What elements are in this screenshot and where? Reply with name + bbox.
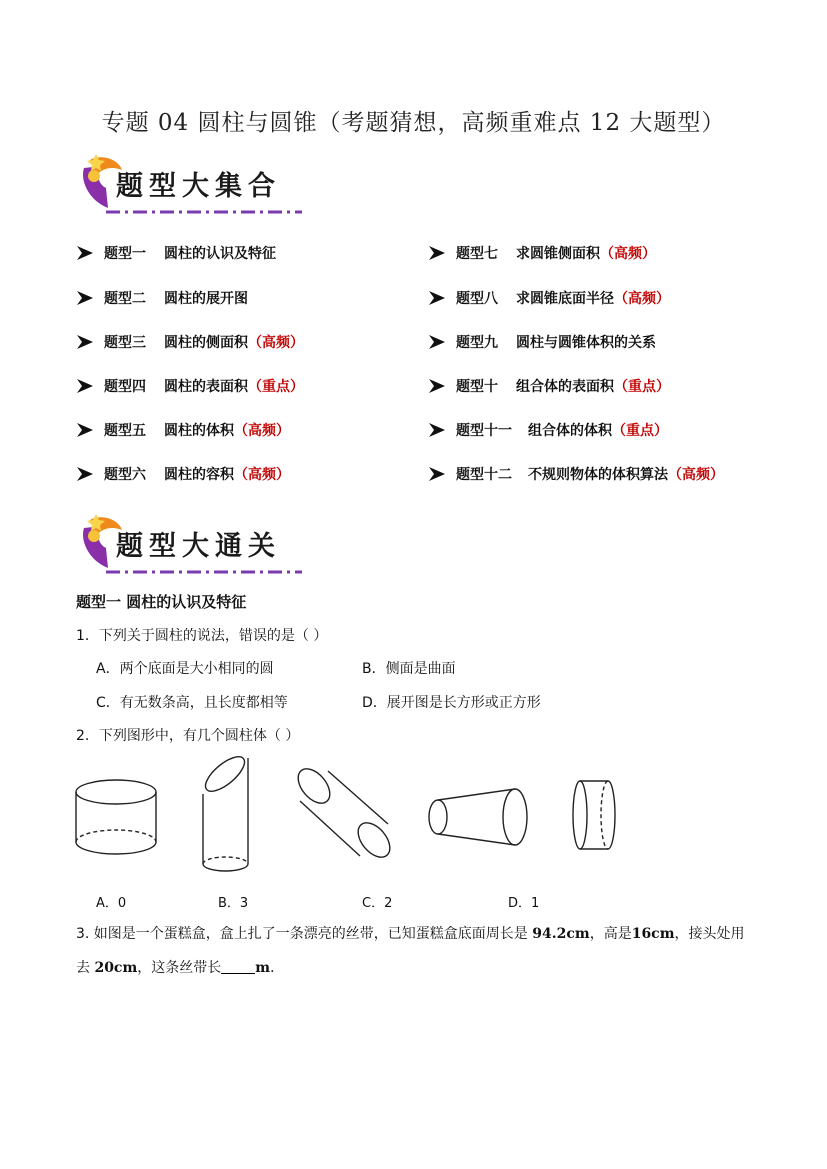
toc-item[interactable]: [428, 420, 668, 440]
toc-label: 圆柱的侧面积: [164, 335, 248, 351]
figure-slanted-cylinder: [200, 752, 250, 871]
question-3-line-2: [76, 957, 284, 977]
figure-cylinder-upright: [76, 780, 156, 854]
answer-blank[interactable]: [221, 959, 255, 974]
toc-label: 圆柱的认识及特征: [164, 246, 276, 262]
cylinder-figures: [70, 752, 670, 872]
toc-number: 题型一: [104, 246, 146, 262]
question-1-option-d[interactable]: D．展开图是长方形或正方形: [362, 695, 541, 711]
toc-number: 题型六: [104, 467, 146, 483]
toc-label: 求圆锥底面半径: [516, 291, 614, 307]
answer-unit: m: [255, 960, 271, 976]
arrow-bullet-icon: [76, 422, 94, 438]
toc-number: 题型四: [104, 379, 146, 395]
toc-label: 组合体的表面积: [516, 379, 614, 395]
banner-title: 题型大集合: [116, 171, 281, 202]
toc-number: 题型七: [456, 246, 498, 262]
toc-tag: （高频）: [600, 246, 656, 262]
question-3-text: ．: [270, 960, 285, 976]
banner-type-practice: [76, 510, 306, 580]
toc-item[interactable]: [76, 243, 276, 263]
toc-label: 圆柱的容积: [164, 467, 234, 483]
question-3-text: ，这条丝带长: [137, 960, 222, 976]
toc-tag: （重点）: [614, 379, 670, 395]
toc-tag: （重点）: [612, 423, 668, 439]
toc-number: 题型五: [104, 423, 146, 439]
question-3-text: ，高是: [589, 926, 632, 942]
arrow-bullet-icon: [76, 334, 94, 350]
question-3-text: 去: [76, 960, 95, 976]
arrow-bullet-icon: [428, 290, 446, 306]
toc-label: 不规则物体的体积算法: [528, 467, 668, 483]
toc-tag: （重点）: [248, 379, 304, 395]
question-2-option-b[interactable]: B．3: [218, 896, 249, 911]
page-title: 专题 04 圆柱与圆锥（考题猜想，高频重难点 12 大题型）: [101, 110, 726, 136]
banner-title: 题型大通关: [116, 531, 281, 562]
section-heading: 题型一 圆柱的认识及特征: [76, 593, 247, 611]
toc-tag: （高频）: [248, 335, 304, 351]
question-2-option-a[interactable]: A．0: [96, 896, 127, 911]
perimeter-value: 94.2cm: [532, 926, 590, 942]
arrow-bullet-icon: [428, 334, 446, 350]
toc-item[interactable]: [428, 243, 656, 263]
height-value: 16cm: [631, 926, 675, 942]
toc-item[interactable]: [428, 464, 724, 484]
toc-number: 题型十一: [456, 423, 512, 439]
arrow-bullet-icon: [76, 378, 94, 394]
toc-label: 圆柱的体积: [164, 423, 234, 439]
toc-label: 组合体的体积: [528, 423, 612, 439]
question-1-stem: 1．下列关于圆柱的说法，错误的是（ ）: [76, 628, 328, 644]
banner-type-collection: [76, 150, 306, 220]
toc-tag: （高频）: [668, 467, 724, 483]
question-3-text: ，接头处用: [674, 926, 745, 942]
figure-short-cylinder: [573, 781, 615, 849]
toc-item[interactable]: [76, 464, 290, 484]
question-1-option-a[interactable]: A．两个底面是大小相同的圆: [96, 661, 274, 677]
toc-number: 题型八: [456, 291, 498, 307]
question-3-line-1: [76, 923, 756, 943]
knot-length-value: 20cm: [94, 960, 138, 976]
question-2-stem: 2．下列图形中，有几个圆柱体（ ）: [76, 728, 300, 744]
question-1-option-b[interactable]: B．侧面是曲面: [362, 661, 456, 677]
arrow-bullet-icon: [76, 245, 94, 261]
toc-number: 题型三: [104, 335, 146, 351]
arrow-bullet-icon: [428, 245, 446, 261]
arrow-bullet-icon: [428, 422, 446, 438]
toc-tag: （高频）: [234, 423, 290, 439]
arrow-bullet-icon: [428, 378, 446, 394]
arrow-bullet-icon: [76, 466, 94, 482]
toc-item[interactable]: [76, 420, 290, 440]
question-2-option-d[interactable]: D．1: [508, 896, 540, 911]
arrow-bullet-icon: [76, 290, 94, 306]
toc-label: 圆柱的展开图: [164, 291, 248, 307]
toc-tag: （高频）: [234, 467, 290, 483]
arrow-bullet-icon: [428, 466, 446, 482]
toc-label: 求圆锥侧面积: [516, 246, 600, 262]
toc-item[interactable]: [76, 332, 304, 352]
toc-number: 题型十: [456, 379, 498, 395]
toc-item[interactable]: [428, 288, 670, 308]
toc-tag: （高频）: [614, 291, 670, 307]
toc-number: 题型九: [456, 335, 498, 351]
question-1-option-c[interactable]: C．有无数条高，且长度都相等: [96, 695, 288, 711]
figure-tilted-cylinder: [292, 763, 396, 863]
toc-item[interactable]: [76, 376, 304, 396]
toc-label: 圆柱与圆锥体积的关系: [516, 335, 656, 351]
question-2-option-c[interactable]: C．2: [362, 896, 393, 911]
toc-item[interactable]: [428, 376, 670, 396]
toc-number: 题型二: [104, 291, 146, 307]
toc-label: 圆柱的表面积: [164, 379, 248, 395]
toc-item[interactable]: [428, 332, 656, 352]
toc-item[interactable]: [76, 288, 248, 308]
figure-truncated-cone: [429, 789, 527, 845]
toc-number: 题型十二: [456, 467, 512, 483]
question-3-text: 3. 如图是一个蛋糕盒，盒上扎了一条漂亮的丝带，已知蛋糕盒底面周长是: [76, 926, 533, 942]
